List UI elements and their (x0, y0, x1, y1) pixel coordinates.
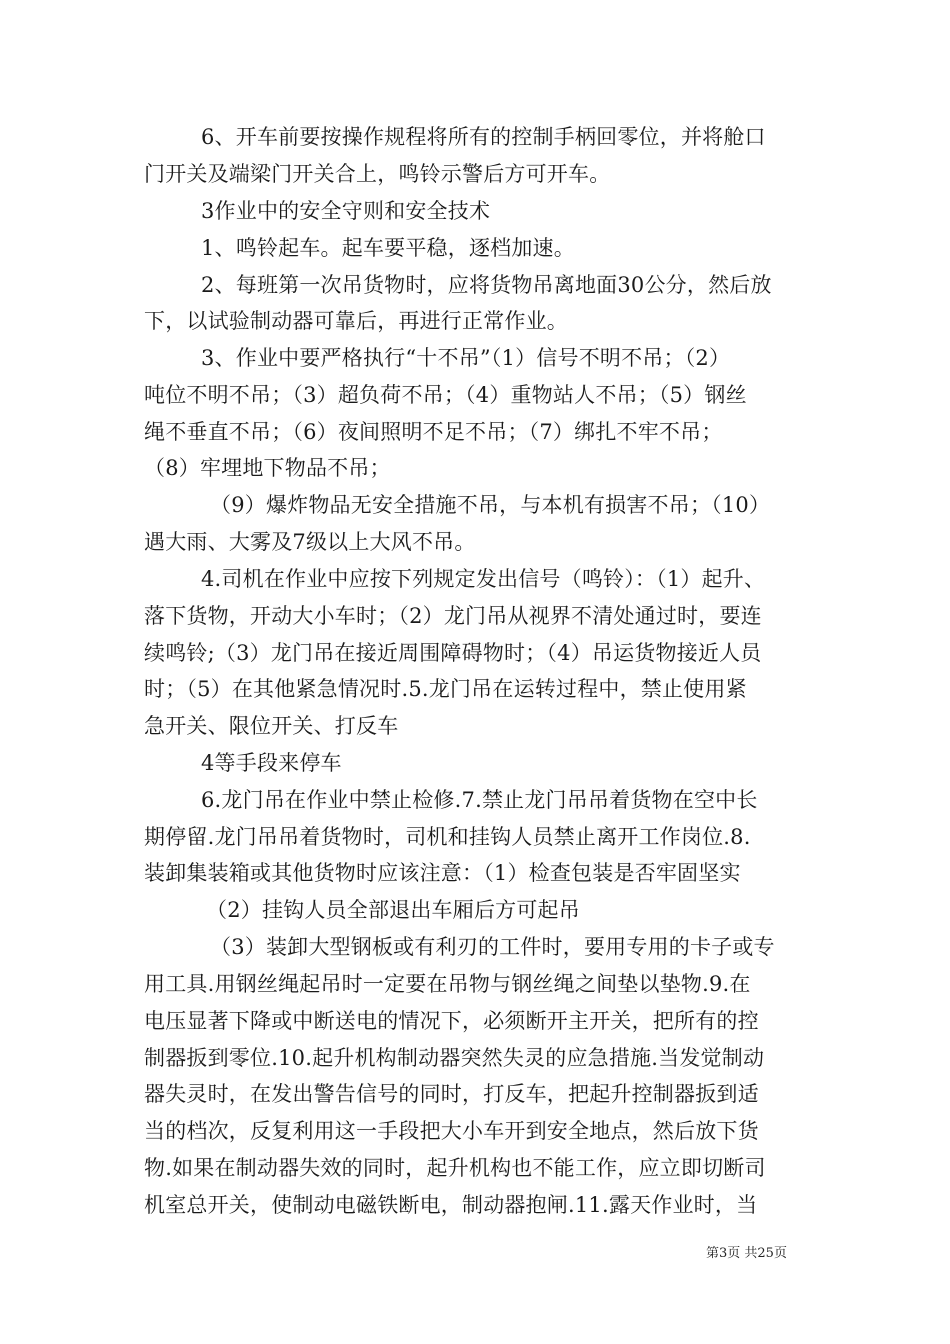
text-line: 6.龙门吊在作业中禁止检修.7.禁止龙门吊吊着货物在空中长 (201, 788, 758, 812)
text-line: 下，以试验制动器可靠后，再进行正常作业。 (144, 309, 568, 333)
text-line: 机室总开关，使制动电磁铁断电，制动器抱闸.11.露天作业时，当 (144, 1193, 758, 1217)
text-line: 落下货物，开动大小车时；（2）龙门吊从视界不清处通过时，要连 (144, 604, 762, 628)
text-line: （2）挂钩人员全部退出车厢后方可起吊 (206, 898, 580, 922)
text-line: 3、作业中要严格执行“十不吊”（1）信号不明不吊；（2） (201, 346, 731, 370)
page-number: 第3页 共25页 (706, 1246, 787, 1261)
text-line: 当的档次，反复利用这一手段把大小车开到安全地点，然后放下货 (144, 1119, 759, 1143)
text-line: 时；（5）在其他紧急情况时.5.龙门吊在运转过程中，禁止使用紧 (144, 677, 747, 701)
text-line: 2、每班第一次吊货物时，应将货物吊离地面30公分，然后放 (201, 273, 772, 297)
text-line: （8）牢埋地下物品不吊； (144, 456, 391, 480)
text-line: 4.司机在作业中应按下列规定发出信号（鸣铃）：（1）起升、 (201, 567, 766, 591)
text-line: 吨位不明不吊；（3）超负荷不吊；（4）重物站人不吊；（5）钢丝 (144, 383, 747, 407)
text-line: 绳不垂直不吊；（6）夜间照明不足不吊；（7）绑扎不牢不吊； (144, 420, 723, 444)
text-line: 门开关及端梁门开关合上，鸣铃示警后方可开车。 (144, 162, 611, 186)
text-line: 用工具.用钢丝绳起吊时一定要在吊物与钢丝绳之间垫以垫物.9.在 (144, 972, 751, 996)
text-line: 3作业中的安全守则和安全技术 (201, 199, 491, 223)
text-line: 器失灵时，在发出警告信号的同时，打反车，把起升控制器扳到适 (144, 1082, 759, 1106)
text-line: （9）爆炸物品无安全措施不吊，与本机有损害不吊；（10） (210, 493, 771, 517)
text-line: 6、开车前要按操作规程将所有的控制手柄回零位，并将舱口 (201, 125, 766, 149)
text-line: 1、鸣铃起车。起车要平稳，逐档加速。 (201, 236, 575, 260)
text-line: 制器扳到零位.10.起升机构制动器突然失灵的应急措施.当发觉制动 (144, 1046, 765, 1070)
text-line: 4等手段来停车 (201, 751, 342, 775)
text-line: 急开关、限位开关、打反车 (144, 714, 399, 738)
text-line: 装卸集装箱或其他货物时应该注意：（1）检查包装是否牢固坚实 (144, 861, 741, 885)
text-line: （3）装卸大型钢板或有利刃的工件时，要用专用的卡子或专 (210, 935, 775, 959)
text-line: 物.如果在制动器失效的同时，起升机构也不能工作，应立即切断司 (144, 1156, 766, 1180)
text-line: 续鸣铃;（3）龙门吊在接近周围障碍物时；（4）吊运货物接近人员 (144, 641, 762, 665)
text-line: 遇大雨、大雾及7级以上大风不吊。 (144, 530, 476, 554)
text-line: 期停留.龙门吊吊着货物时，司机和挂钩人员禁止离开工作岗位.8. (144, 825, 751, 849)
text-line: 电压显著下降或中断送电的情况下，必须断开主开关，把所有的控 (144, 1009, 759, 1033)
